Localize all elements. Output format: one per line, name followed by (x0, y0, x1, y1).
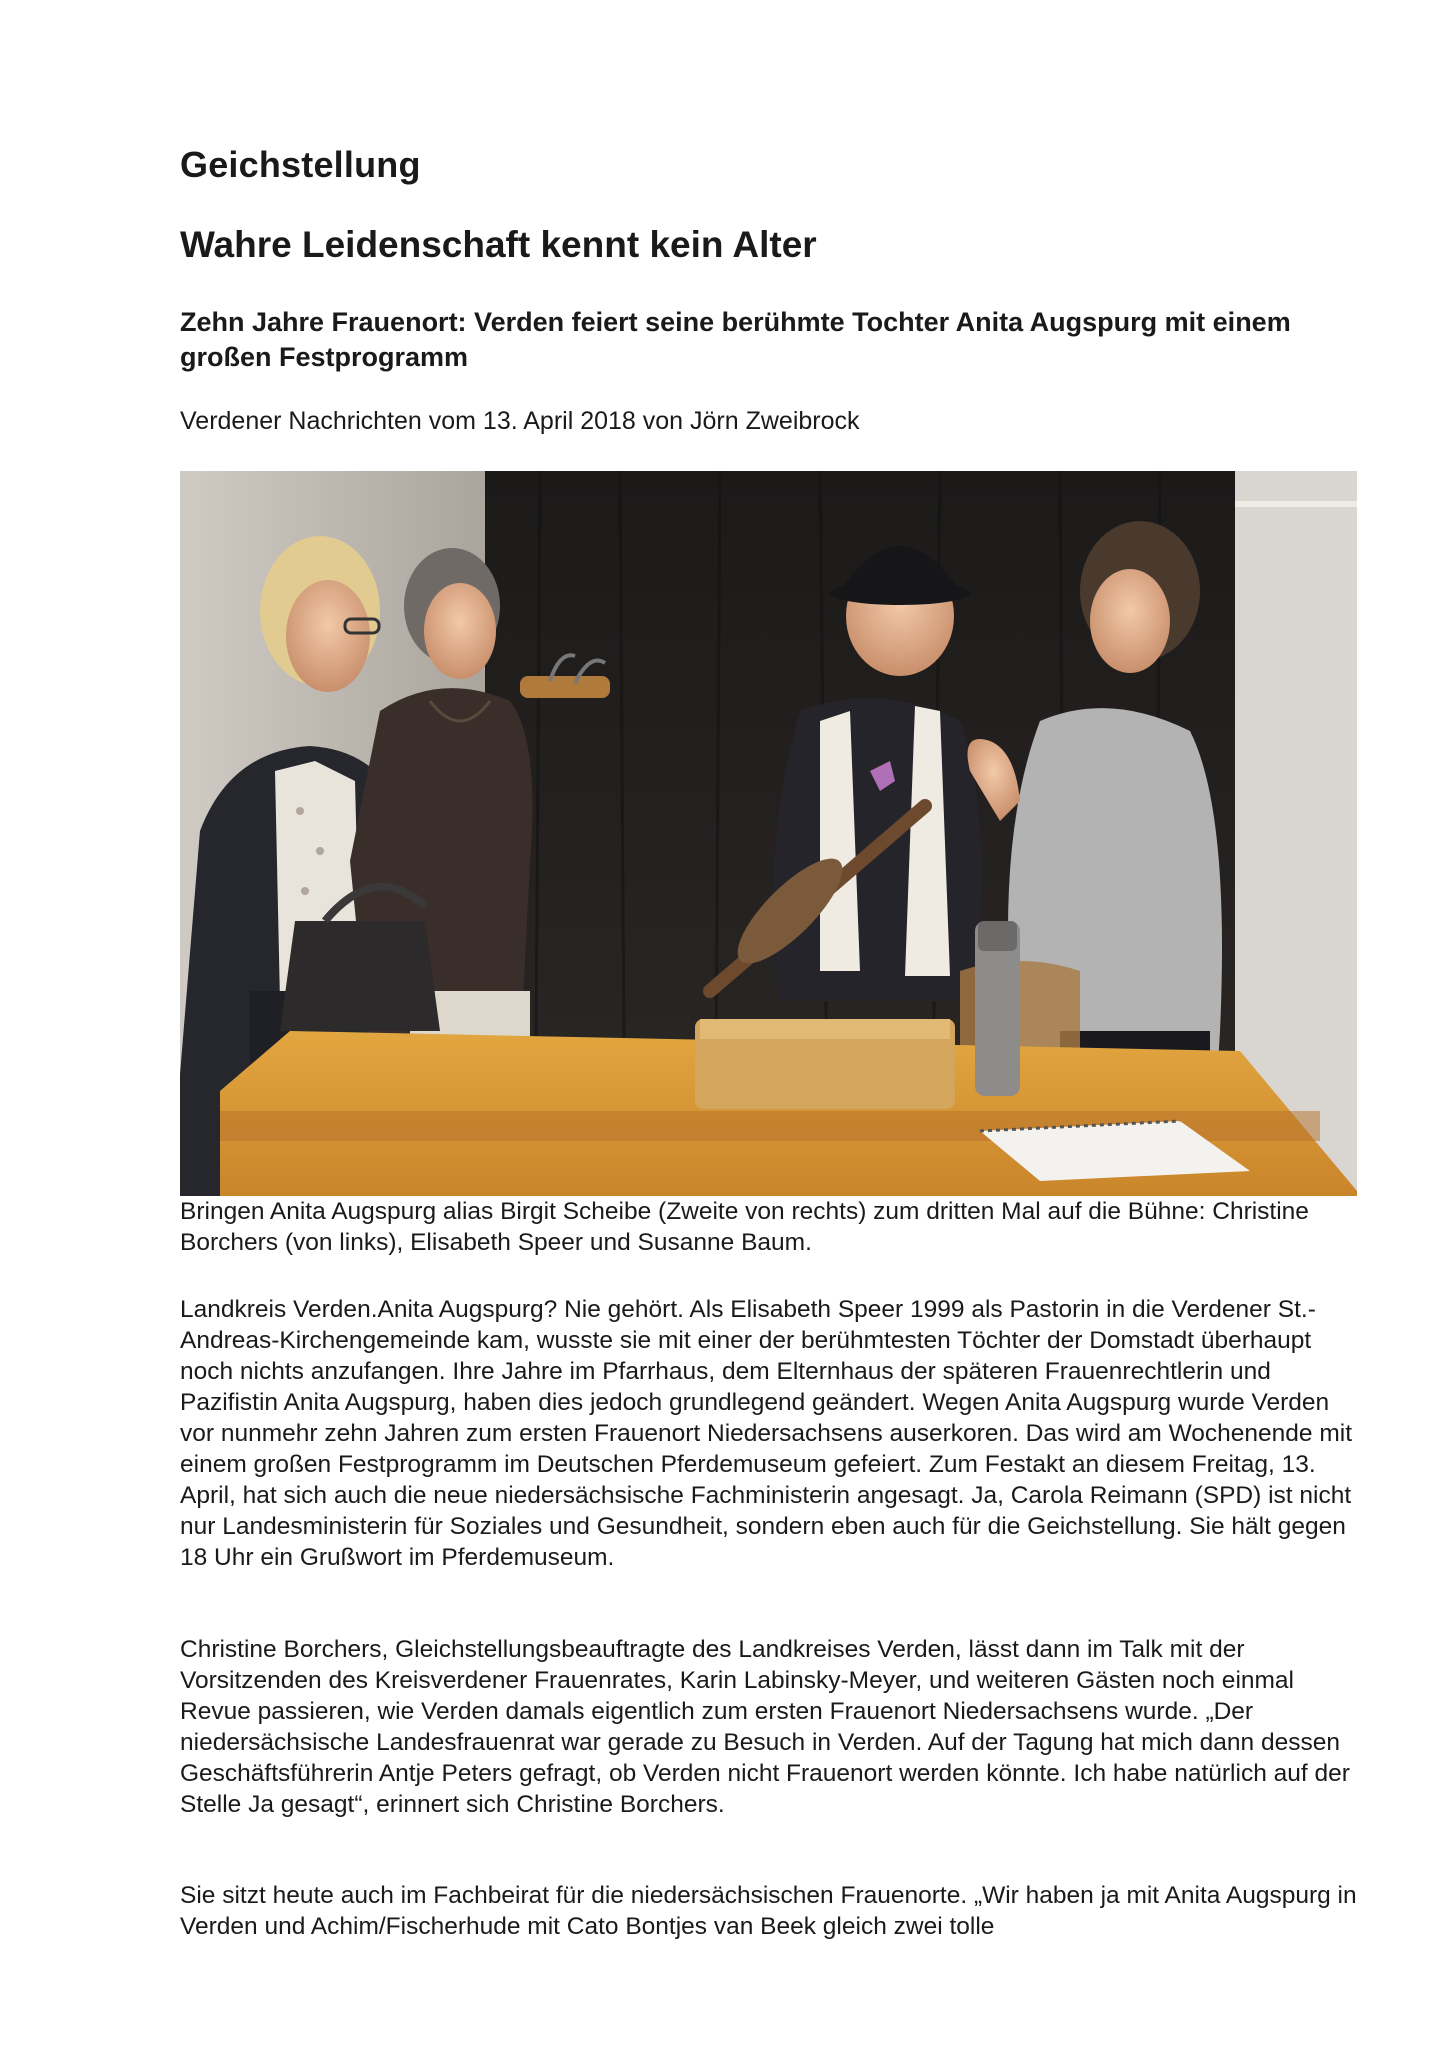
byline: Verdener Nachrichten vom 13. April 2018 von Jörn Zweibrock (180, 407, 860, 435)
photograph-icon (180, 471, 1357, 1196)
paragraph-3: Sie sitzt heute auch im Fachbeirat für die niedersächsischen Frauenorte. „Wir haben ja mit Anita Augspurg in Verden und Achim/Fischerhude mit Cato Bontjes van Beek gleich zwei tolle (180, 1882, 1357, 1940)
photo-caption: Bringen Anita Augspurg alias Birgit Scheibe (Zweite von rechts) zum dritten Mal auf die Bühne: Christine Borchers (von links), Elisabeth Speer und Susanne Baum. (180, 1198, 1309, 1256)
paragraph-1: Landkreis Verden.Anita Augspurg? Nie gehört. Als Elisabeth Speer 1999 als Pastorin in die Verdener St.-Andreas-Kirchengemeinde kam, wusste sie mit einer der berühmtesten Töchter der Domstadt überhaupt noch nichts anzufangen. Ihre Jahre im Pfarrhaus, dem Elternhaus der späteren Frauenrechtlerin und Pazifistin Anita Augspurg, haben dies jedoch grundlegend geändert. Wegen Anita Augspurg wurde Verden vor nunmehr zehn Jahren zum ersten Frauenort Niedersachsens auserkoren. Das wird am Wochenende mit einem großen Festprogramm im Deutschen Pferdemuseum gefeiert. Zum Festakt an diesem Freitag, 13. April, hat sich auch die neue niedersächsische Fachministerin angesagt. Ja, Carola Reimann (SPD) ist nicht nur Landesministerin für Soziales und Gesundheit, sondern eben auch für die Geichstellung. Sie hält gegen 18 Uhr ein Grußwort im Pferdemuseum. (180, 1296, 1353, 1571)
section-title: Geichstellung (180, 144, 421, 185)
article-photo (180, 471, 1357, 1196)
paragraph-2: Christine Borchers, Gleichstellungsbeauftragte des Landkreises Verden, lässt dann im Talk mit der Vorsitzenden des Kreisverdener Frauenrates, Karin Labinsky-Meyer, und weiteren Gästen noch einmal Revue passieren, wie Verden damals eigentlich zum ersten Frauenort Niedersachsens wurde. „Der niedersächsische Landesfrauenrat war gerade zu Besuch in Verden. Auf der Tagung hat mich dann dessen Geschäftsführerin Antje Peters gefragt, ob Verden nicht Frauenort werden könnte. Ich habe natürlich auf der Stelle Ja gesagt“, erinnert sich Christine Borchers. (180, 1636, 1350, 1818)
headline: Wahre Leidenschaft kennt kein Alter (180, 224, 817, 265)
subheadline: Zehn Jahre Frauenort: Verden feiert seine berühmte Tochter Anita Augspurg mit einem großen Festprogramm (180, 307, 1291, 372)
